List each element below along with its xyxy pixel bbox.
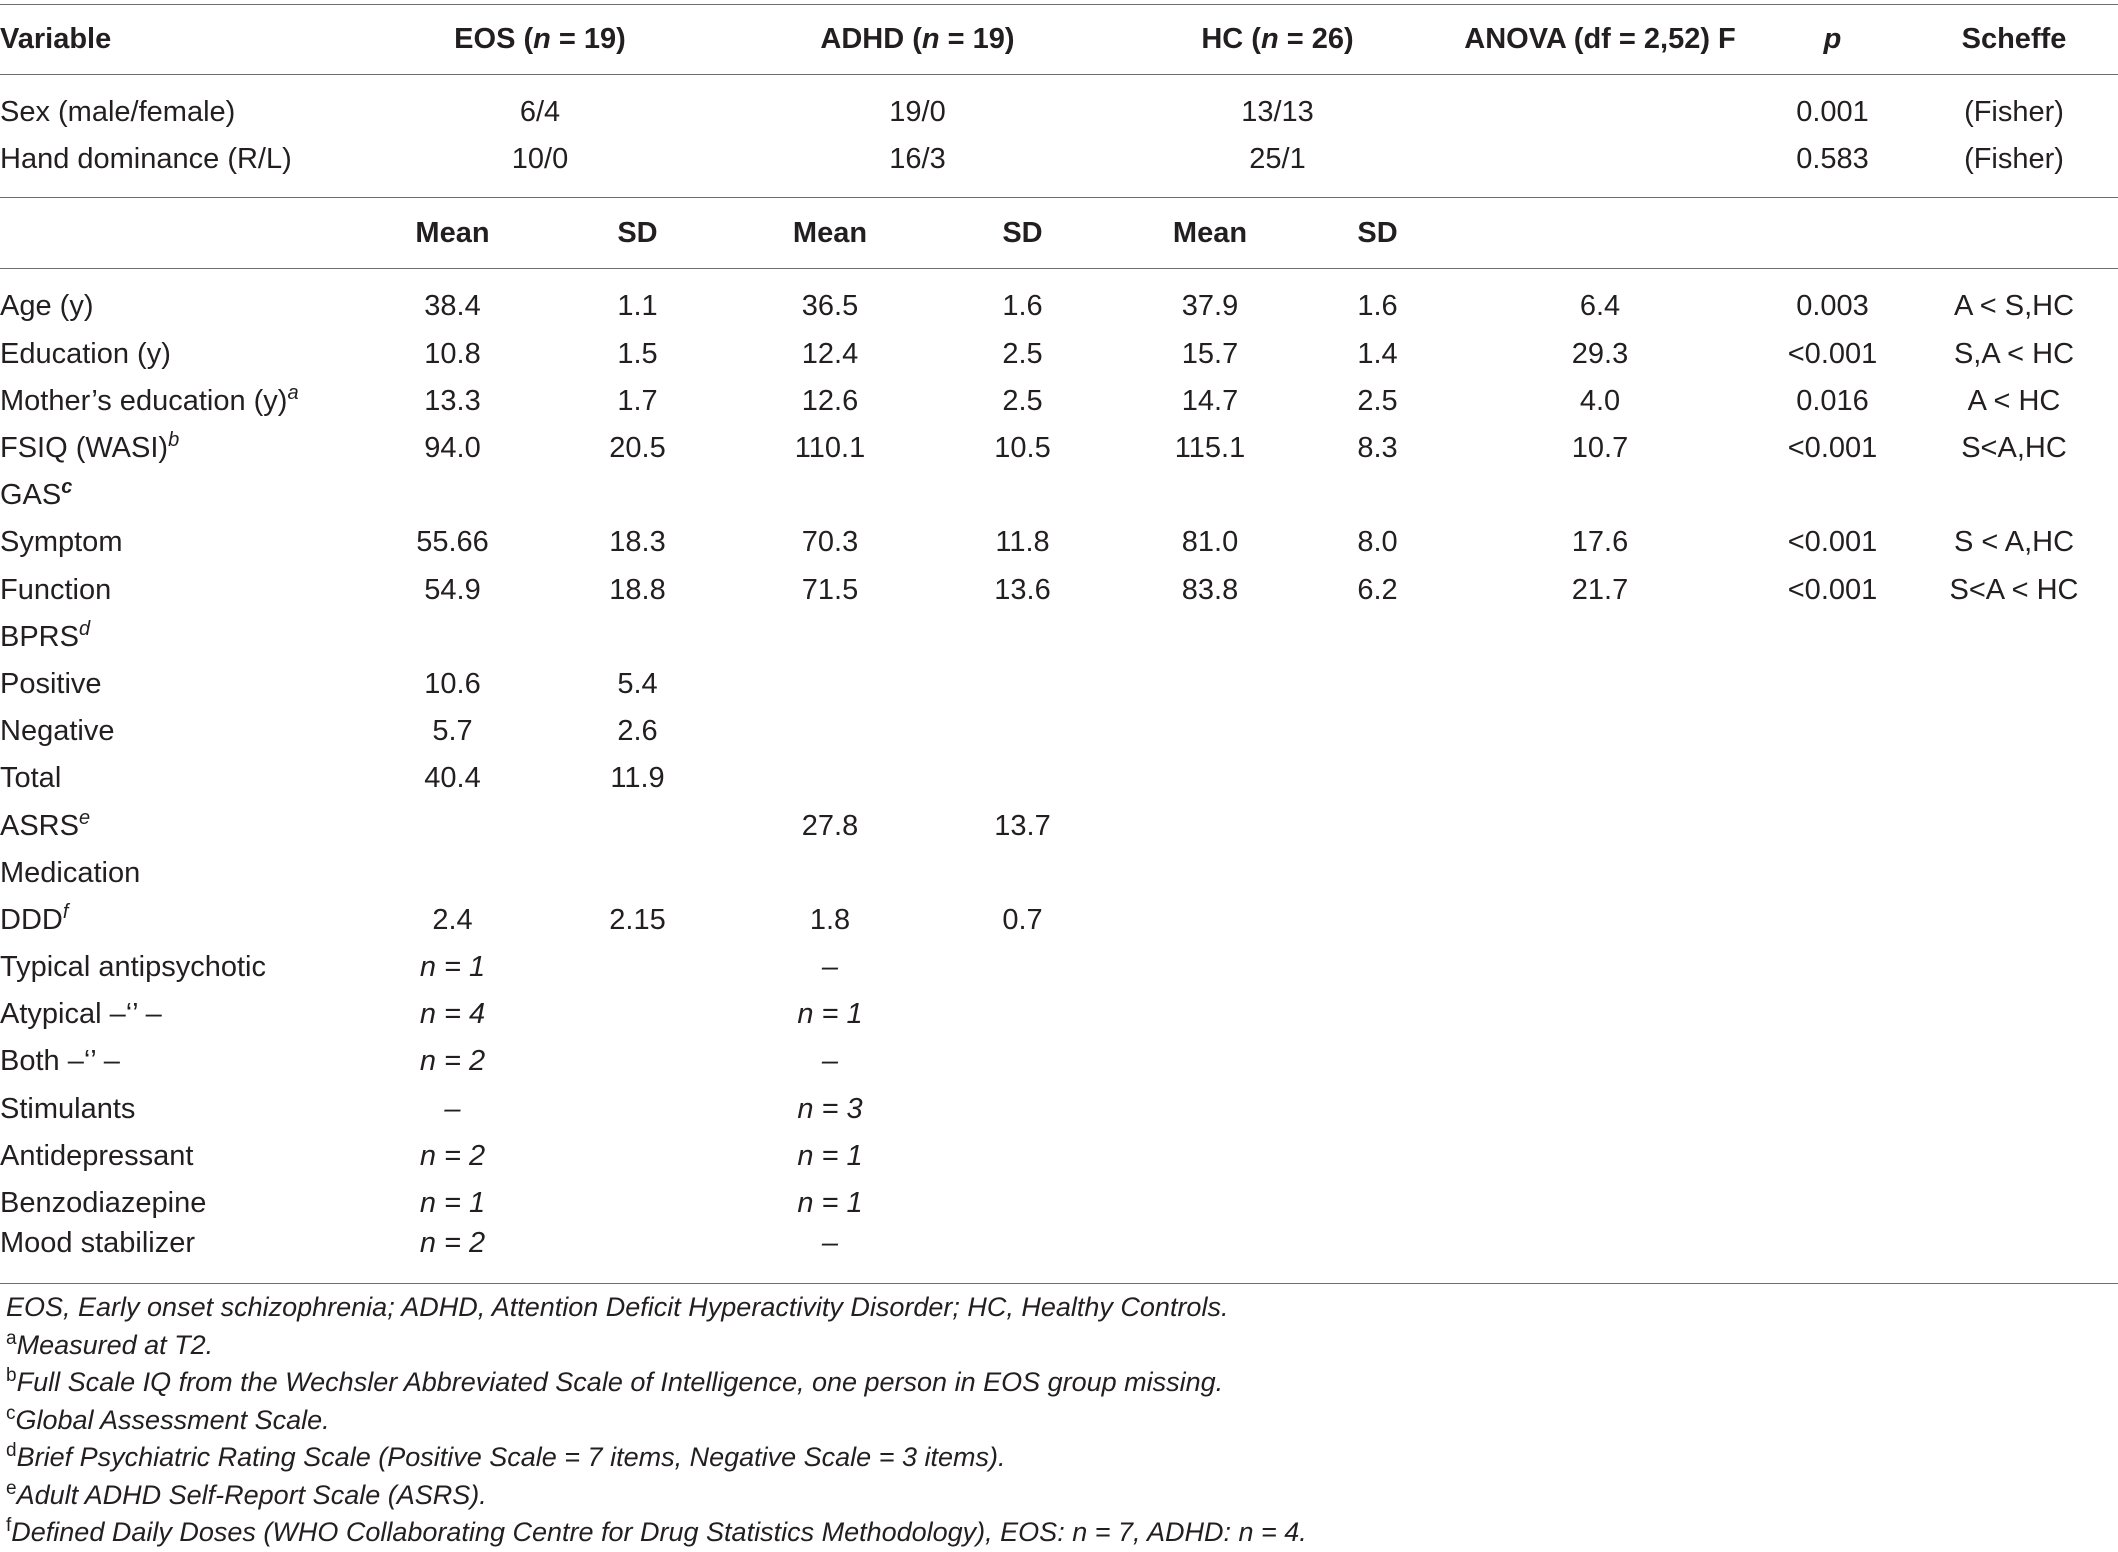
table-row: Function 54.9 18.8 71.5 13.6 83.8 6.2 21.7 <0.001 S<A < HC	[0, 573, 2079, 606]
adhd-mean-header: Mean	[725, 198, 935, 269]
table-row: Age (y) 38.4 1.1 36.5 1.6 37.9 1.6 6.4 0.003 A < S,HC	[0, 290, 2075, 323]
eos-mean-header: Mean	[355, 198, 550, 269]
header-eos: EOS (n = 19)	[355, 5, 725, 75]
table-row: Negative 5.7 2.6	[0, 715, 658, 748]
table-row: DDD$^f$ 2.4 2.15 1.8 0.7	[0, 900, 1043, 936]
section-bprs: BPRS$^d$	[0, 617, 91, 653]
footnote-a: $^a$Measured at T2.	[6, 1327, 214, 1360]
section-medication: Medication	[0, 856, 141, 889]
table-row: Benzodiazepine n = 1 n = 1	[0, 1187, 863, 1220]
table-row: Education (y) 10.8 1.5 12.4 2.5 15.7 1.4 29.3 <0.001 S,A < HC	[0, 337, 2075, 370]
table-row: Mother’s education $(y)^a$ 13.3 1.7 12.6 2.5 14.7 2.5 4.0 0.016 A < HC	[0, 381, 2061, 417]
header-scheffe: Scheffe	[1910, 5, 2118, 75]
header-adhd: ADHD (n = 19)	[725, 5, 1110, 75]
table-row: Antidepressant n = 2 n = 1	[0, 1139, 863, 1172]
table-row: Total 40.4 11.9	[0, 762, 665, 795]
header-anova: ANOVA (df = 2,52) F	[1445, 5, 1755, 75]
footnote-d: $^d$Brief Psychiatric Rating Scale (Positive Scale = 7 items, Negative Scale = 3 items).	[6, 1440, 1006, 1472]
subheader-row	[0, 198, 2118, 269]
table-row: Stimulants – n = 3	[0, 1092, 863, 1125]
table-row: Sex (male/female) 6/4 19/0 13/13 0.001 (Fisher)	[0, 96, 2064, 129]
header-variable: Variable	[0, 5, 355, 75]
footnote-f: $^f$Defined Daily Doses (WHO Collaborating Centre for Drug Statistics Methodology), EOS: n = 7, ADHD: n = 4.	[6, 1515, 1307, 1547]
demographics-table	[0, 4, 2118, 1284]
footnote-e: $^e$Adult ADHD Self-Report Scale (ASRS).	[6, 1477, 487, 1510]
section-gas: GAS$^c$	[0, 476, 73, 512]
table-header-row	[0, 5, 2118, 75]
table-footnotes	[6, 1289, 1307, 1552]
table-row: Both –‘’ – n = 2 –	[0, 1045, 839, 1078]
table-row: Positive 10.6 5.4	[0, 667, 658, 700]
footnote-c: $^c$Global Assessment Scale.	[6, 1402, 330, 1435]
eos-sd-header: SD	[550, 198, 725, 269]
table-row: Hand dominance (R/L) 10/0 16/3 25/1 0.583 (Fisher)	[0, 143, 2064, 176]
adhd-sd-header: SD	[935, 198, 1110, 269]
table-row: ASRS$^e$ 27.8 13.7	[0, 806, 1051, 842]
table-row: Typical antipsychotic n = 1 –	[0, 951, 839, 984]
hc-mean-header: Mean	[1110, 198, 1310, 269]
header-p: p	[1755, 5, 1910, 75]
header-hc: HC (n = 26)	[1110, 5, 1445, 75]
table-row: Symptom 55.66 18.3 70.3 11.8 81.0 8.0 17.6 <0.001 S < A,HC	[0, 526, 2075, 559]
footnote-abbrev: EOS, Early onset schizophrenia; ADHD, Attention Deficit Hyperactivity Disorder; HC, Healthy Controls.	[6, 1292, 1229, 1322]
table-row: Atypical –‘’ – n = 4 n = 1	[0, 998, 863, 1031]
table-row: Mood stabilizer n = 2 –	[0, 1227, 2118, 1284]
table-row: FSIQ (WASI)$^b$ 94.0 20.5 110.1 10.5 115.1 8.3 10.7 <0.001 S<A,HC	[0, 429, 2067, 465]
hc-sd-header: SD	[1310, 198, 1445, 269]
footnote-b: $^b$Full Scale IQ from the Wechsler Abbreviated Scale of Intelligence, one person in EOS group missing.	[6, 1365, 1224, 1397]
